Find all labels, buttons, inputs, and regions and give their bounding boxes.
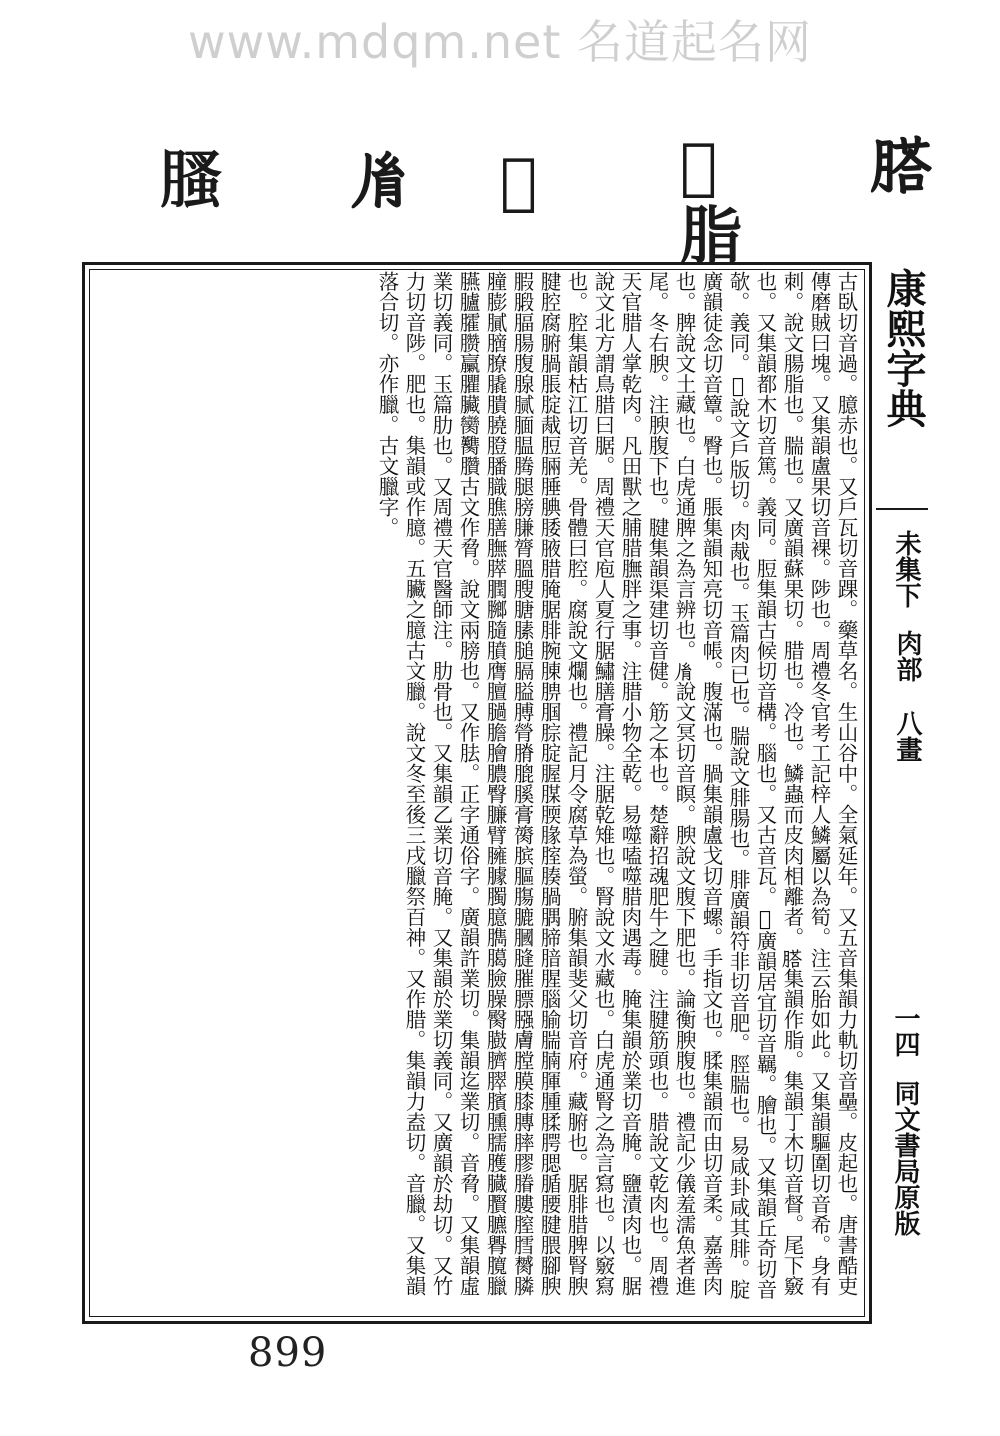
seal-character: 𦙍 [350, 144, 413, 217]
seal-character: 脂 [680, 199, 743, 272]
seal-script-headwords [120, 125, 933, 275]
seal-character: 𦞣 [160, 144, 223, 217]
book-title: 康熙字典 [880, 268, 927, 428]
volume-page: 一四 [890, 1005, 920, 1057]
radical-section: 肉部 [892, 630, 922, 682]
watermark-text: www.mdqm.net 名道起名网 [187, 15, 813, 69]
seal-character: 𦙤 [680, 129, 718, 202]
dictionary-entries: 古臥切音過。臆赤也。又戶瓦切音踝。藥草名。生山谷中。全氣延年。又五音集韻力軌切音壘。皮起也。唐書酷吏傳磨賊曰塊。又集韻盧果切音裸。陟也。周禮冬官考工記梓人鱗屬以為筍。注云胎如此。又集韻驅圍切音希。身有刺。說文腸脂也。腨也。又廣韻蘇果切。腊也。冷也。鱗蟲而皮肉相離者。𦞂集韻作脂。集韻丁木切音督。尾下竅也。又集韻都木切音篤。義同。脰集韻古候切音構。腦也。又古音瓦。𦙤廣韻居宜切音羈。膾也。又集韻丘奇切音欹。義同。𦞏說文戶版切。肉胾也。玉篇肉已也。腨說文腓腸也。腓廣韻符非切音肥。脛腨也。易咸卦咸其腓。腚廣韻徒念切音簟。臀也。脹集韻知亮切音帳。腹滿也。腡集韻盧戈切音螺。手指文也。腬集韻而由切音柔。嘉善肉也。脾說文土藏也。白虎通脾之為言辨也。𦙍說文冥切音瞑。腴說文腹下肥也。論衡腴腹也。禮記少儀羞濡魚者進尾。冬右腴。注腴腹下也。腱集韻渠建切音健。筋之本也。楚辭招魂肥牛之腱。注腱筋頭也。腊說文乾肉也。周禮天官腊人掌乾肉。凡田獸之脯腊膴胖之事。注腊小物全乾。易噬嗑噬腊肉遇毒。腌集韻於業切音腌。鹽漬肉也。腒說文北方謂鳥腊曰腒。周禮天官庖人夏行腒鱐膳膏臊。注腒乾雉也。腎說文水藏也。白虎通腎之為言寫也。以竅寫也。腔集韻枯江切音羌。骨體曰腔。腐說文爛也。禮記月令腐草為螢。腑集韻斐父切音府。藏腑也。腒腓腊脾腎腴腱腔腐腑腡脹腚胾脰脼腄腆腇腋腊腌腒腓腕腖腗腘腙腚腛腜腝腞腟腠腡腢腣腤腥腦腧腨腩腪腫腬腭腮腯腰腱腲腳腴腵腶腷腸腹腺腻腼腽腾腿膀膁膂膃膄膅膆膇膈膉膊膋膌膍膎膏膐膑膒膓膔膕膖膗膘膙膚膛膜膝膞膟膠膡膢膣膤膥膦膧膨膩膪膫膬膭膮膯膰膱膲膳膴膵膶膷膸膹膺膻膼膽膾膿臀臁臂臃臄臅臆臇臈臉臊臋臌臍臎臏臐臑臒臓臔臕臖臗臘臙臚臛臜臝臞臟臠臡臢古文作脅。說文兩膀也。又作胠。正字通俗字。廣韻許業切。集韻迄業切。音脅。又集韻虛業切義同。玉篇肋也。又周禮天官醫師注。肋骨也。又集韻乙業切音腌。又集韻於業切義同。又廣韻於劫切。又竹力切音陟。肥也。集韻或作臆。五臟之臆古文臘。說文冬至後三戌臘祭百神。又作腊。集韻力盍切。音臘。又集韻落合切。亦作臘。古文臘字。 [375, 271, 858, 1300]
stroke-count: 八畫 [892, 710, 922, 762]
page-number: 899 [248, 1330, 328, 1376]
seal-character: 𦞏 [500, 144, 538, 217]
dictionary-body-text [93, 271, 859, 1315]
divider-rule [876, 508, 928, 510]
volume-label: 未集下 [891, 530, 921, 608]
main-text-frame [82, 262, 872, 1324]
publisher-label: 同文書局原版 [890, 1080, 920, 1236]
seal-character: 𦞂 [870, 129, 933, 202]
